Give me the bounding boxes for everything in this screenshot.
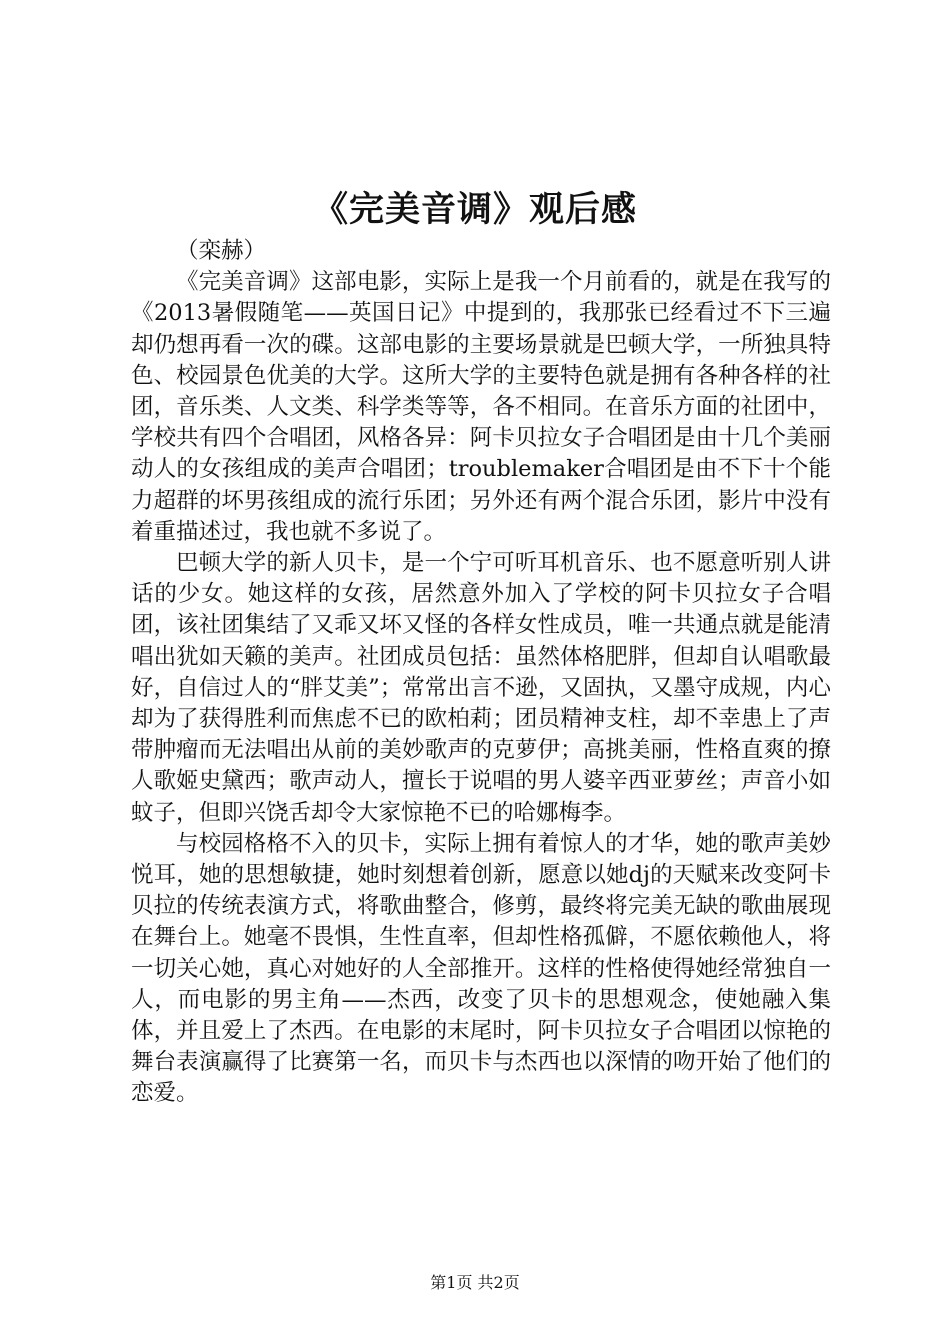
document-title: 《完美音调》观后感 (312, 189, 637, 230)
page-footer: 第1页 共2页 (430, 1273, 520, 1292)
paragraph-3: 与校园格格不入的贝卡，实际上拥有着惊人的才华，她的歌声美妙悦耳，她的思想敏捷，她时刻想着创新，愿意以她dj的天赋来改变阿卡贝拉的传统表演方式，将歌曲整合，修剪，最终将完美无缺的歌曲展现在舞台上。她毫不畏惧，生性直率，但却性格孤僻，不愿依赖他人，将一切关心她，真心对她好的人全部推开。这样的性格使得她经常独自一人，而电影的男主角——杰西，改变了贝卡的思想观念，使她融入集体，并且爱上了杰西。在电影的末尾时，阿卡贝拉女子合唱团以惊艳的舞台表演赢得了比赛第一名，而贝卡与杰西也以深情的吻开始了他们的恋爱。 (131, 830, 831, 1107)
author-line: （栾赫） (176, 238, 267, 264)
document-body (131, 236, 831, 1110)
paragraph-2: 巴顿大学的新人贝卡，是一个宁可听耳机音乐、也不愿意听别人讲话的少女。她这样的女孩，居然意外加入了学校的阿卡贝拉女子合唱团，该社团集结了又乖又坏又怪的各样女性成员，唯一共通点就是能清唱出犹如天籁的美声。社团成员包括：虽然体格肥胖，但却自认唱歌最好，自信过人的“胖艾美”；常常出言不逊，又固执，又墨守成规，内心却为了获得胜利而焦虑不已的欧柏莉；团员精神支柱，却不幸患上了声带肿瘤而无法唱出从前的美妙歌声的克萝伊；高挑美丽，性格直爽的撩人歌姬史黛西；歌声动人，擅长于说唱的男人婆辛西亚萝丝；声音小如蚊子，但即兴饶舌却令大家惊艳不已的哈娜梅李。 (131, 550, 831, 826)
paragraph-1: 《完美音调》这部电影，实际上是我一个月前看的，就是在我写的《2013暑假随笔——英国日记》中提到的，我那张已经看过不下三遍却仍想再看一次的碟。这部电影的主要场景就是巴顿大学，一所独具特色、校园景色优美的大学。这所大学的主要特色就是拥有各种各样的社团，音乐类、人文类、科学类等等，各不相同。在音乐方面的社团中，学校共有四个合唱团，风格各异：阿卡贝拉女子合唱团是由十几个美丽动人的女孩组成的美声合唱团；troublemaker合唱团是由不下十个能力超群的坏男孩组成的流行乐团；另外还有两个混合乐团，影片中没有着重描述过，我也就不多说了。 (131, 269, 831, 545)
